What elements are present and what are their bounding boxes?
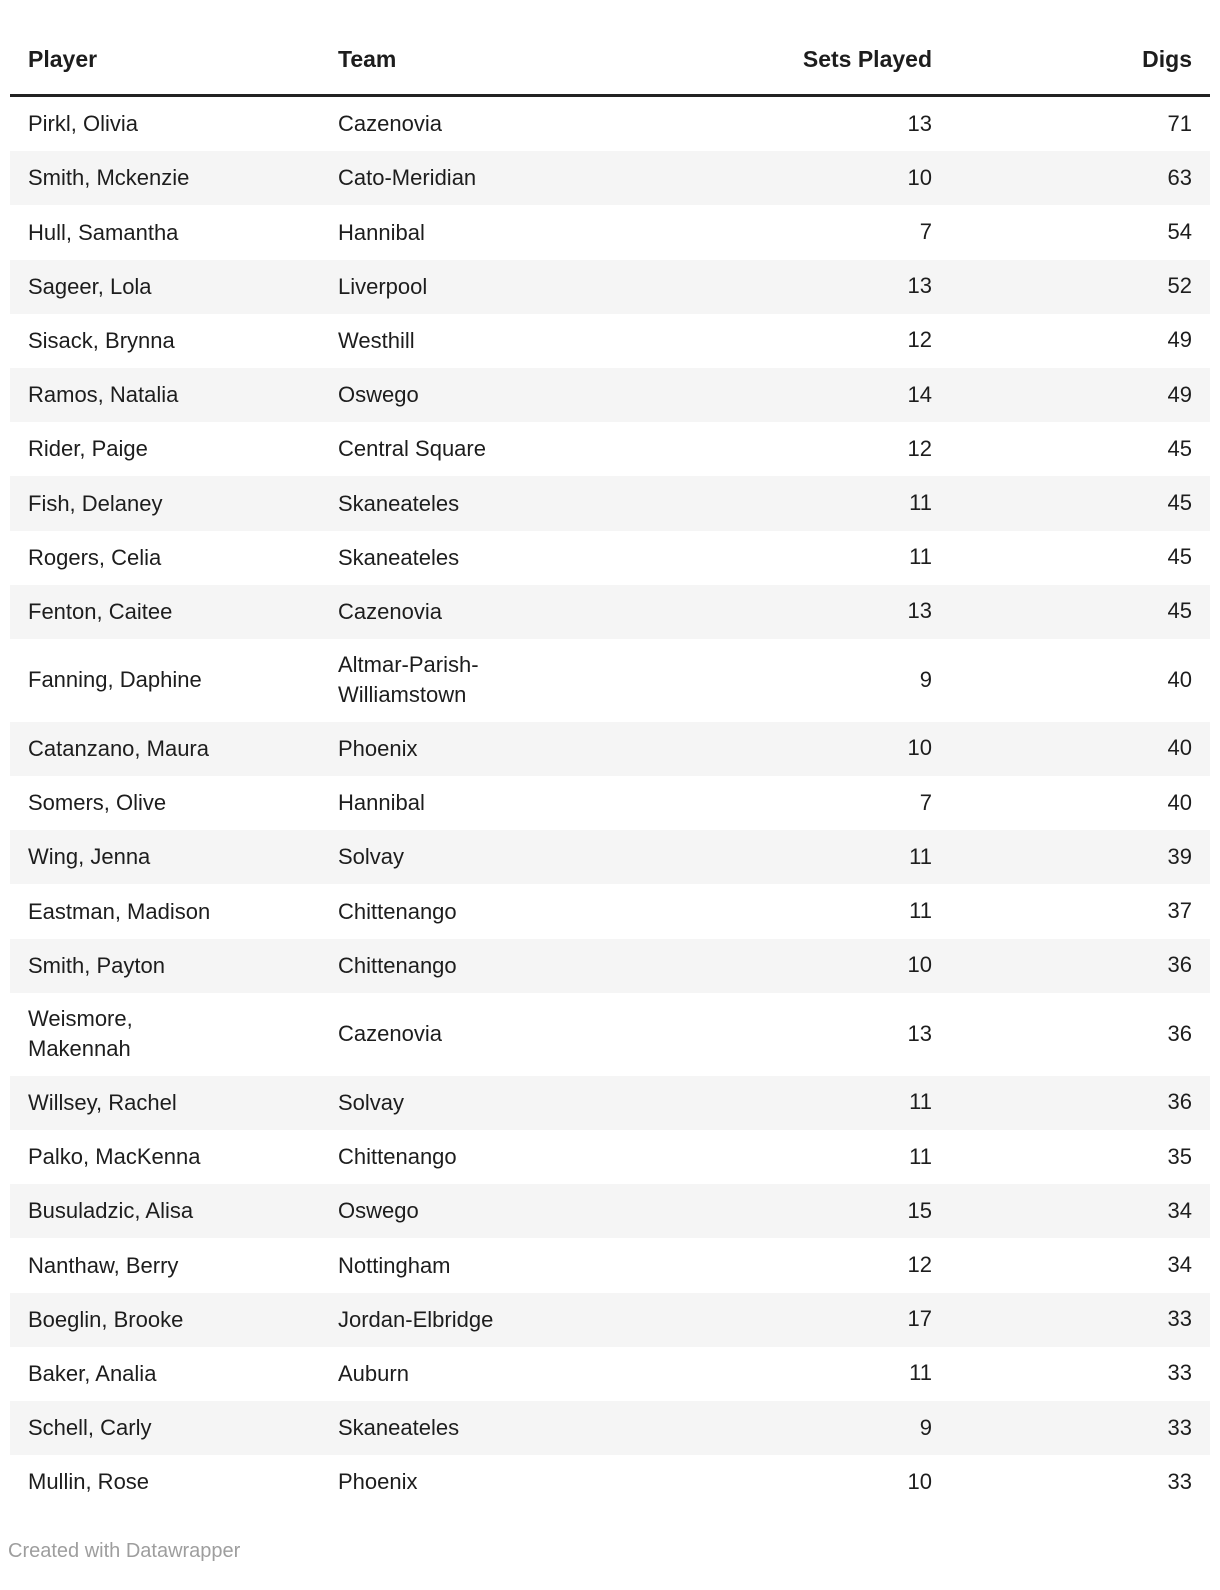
digs-cell: 54 — [1167, 218, 1192, 244]
team-cell-text: Jordan-Elbridge — [338, 1306, 494, 1332]
player-cell — [10, 722, 320, 776]
sets-played-cell: 17 — [907, 1306, 932, 1332]
team-cell — [320, 1238, 650, 1292]
team-cell-text: Oswego — [338, 1198, 419, 1224]
sets-played-cell: 12 — [907, 327, 932, 353]
player-cell-text: Fanning, Daphine — [28, 667, 202, 693]
sets-played-cell: 10 — [907, 164, 932, 190]
table-row — [10, 368, 1210, 422]
team-cell — [320, 368, 650, 422]
player-cell-text: Rider, Paige — [28, 436, 148, 462]
team-cell — [320, 639, 650, 722]
sets-played-cell: 9 — [919, 666, 932, 692]
team-cell — [320, 993, 650, 1076]
team-cell — [320, 830, 650, 884]
player-cell — [10, 776, 320, 830]
team-cell-text: Phoenix — [338, 736, 418, 762]
team-cell — [320, 1455, 650, 1509]
player-cell-text: Baker, Analia — [28, 1360, 157, 1386]
team-cell-text: Nottingham — [338, 1252, 451, 1278]
player-cell — [10, 1238, 320, 1292]
player-cell-text: Fenton, Caitee — [28, 598, 173, 624]
column-header-digs: Digs — [950, 30, 1210, 96]
digs-cell: 36 — [1167, 952, 1192, 978]
player-cell — [10, 830, 320, 884]
digs-cell: 49 — [1167, 327, 1192, 353]
team-cell-text: Auburn — [338, 1360, 409, 1386]
team-cell-text: Cazenovia — [338, 1021, 442, 1047]
player-cell — [10, 1076, 320, 1130]
digs-cell: 36 — [1167, 1089, 1192, 1115]
team-cell — [320, 151, 650, 205]
sets-played-cell: 11 — [909, 1089, 932, 1115]
player-cell-text: Willsey, Rachel — [28, 1090, 177, 1115]
team-cell-text: Skaneateles — [338, 490, 460, 516]
digs-cell: 49 — [1167, 381, 1192, 407]
team-cell-text: Solvay — [338, 1090, 405, 1115]
team-cell-text: Skaneateles — [338, 544, 460, 570]
sets-played-cell: 11 — [909, 1143, 932, 1169]
team-cell-text: Chittenango — [338, 1144, 457, 1170]
sets-played-cell: 13 — [907, 273, 932, 299]
player-cell-text: Sisack, Brynna — [28, 327, 175, 353]
player-cell-text: Rogers, Celia — [28, 544, 162, 570]
digs-cell: 40 — [1167, 789, 1192, 815]
sets-played-cell: 13 — [907, 110, 932, 136]
table-row — [10, 884, 1210, 938]
team-cell-text: Westhill — [338, 327, 415, 353]
player-cell — [10, 1347, 320, 1401]
table-row — [10, 422, 1210, 476]
column-header-sets-played: Sets Played — [650, 30, 950, 96]
header-row — [10, 30, 1210, 96]
player-cell-text: Sageer, Lola — [28, 273, 152, 299]
digs-cell: 45 — [1167, 598, 1192, 624]
player-cell — [10, 639, 320, 722]
team-cell — [320, 585, 650, 639]
team-cell-text: Central Square — [338, 436, 486, 462]
digs-cell: 71 — [1167, 110, 1192, 136]
digs-cell: 33 — [1167, 1414, 1192, 1440]
sets-played-cell: 7 — [919, 789, 932, 815]
digs-cell: 39 — [1167, 843, 1192, 869]
sets-played-cell: 15 — [907, 1197, 932, 1223]
sets-played-cell: 10 — [907, 1468, 932, 1494]
player-cell — [10, 368, 320, 422]
team-cell-text: Skaneateles — [338, 1415, 460, 1441]
datawrapper-credit-link[interactable]: Created with Datawrapper — [8, 1540, 241, 1562]
digs-cell: 63 — [1167, 164, 1192, 190]
table-row — [10, 722, 1210, 776]
digs-cell: 40 — [1167, 735, 1192, 761]
sets-played-cell: 13 — [907, 1020, 932, 1046]
team-cell-text: Chittenango — [338, 898, 457, 924]
sets-played-cell: 9 — [919, 1414, 932, 1440]
team-cell-text: Oswego — [338, 382, 419, 408]
team-cell — [320, 1401, 650, 1455]
team-cell-text: Cato-Meridian — [338, 165, 477, 191]
player-cell-text: Busuladzic, Alisa — [28, 1198, 194, 1224]
team-cell — [320, 531, 650, 585]
team-cell-text: Cazenovia — [338, 598, 442, 624]
table-row — [10, 531, 1210, 585]
table-row — [10, 151, 1210, 205]
digs-cell: 52 — [1167, 273, 1192, 299]
team-cell-text: Altmar-Parish-Williamstown — [338, 651, 479, 707]
player-cell-text: Ramos, Natalia — [28, 382, 179, 408]
team-cell-text: Liverpool — [338, 273, 428, 299]
column-header-player: Player — [10, 30, 320, 96]
player-cell-text: Schell, Carly — [28, 1415, 152, 1441]
player-cell — [10, 96, 320, 152]
table-row — [10, 205, 1210, 259]
player-cell — [10, 1184, 320, 1238]
player-cell-text: Mullin, Rose — [28, 1469, 150, 1495]
sets-played-cell: 11 — [909, 1360, 932, 1386]
table-row — [10, 96, 1210, 152]
team-cell — [320, 1293, 650, 1347]
player-cell-text: Pirkl, Olivia — [28, 111, 139, 137]
table-row — [10, 1293, 1210, 1347]
player-cell-text: Nanthaw, Berry — [28, 1252, 179, 1278]
table-row — [10, 776, 1210, 830]
sets-played-cell: 10 — [907, 952, 932, 978]
team-cell — [320, 884, 650, 938]
team-cell-text: Phoenix — [338, 1469, 418, 1495]
table-row — [10, 476, 1210, 530]
team-cell-text: Cazenovia — [338, 111, 442, 137]
player-cell-text: Catanzano, Maura — [28, 736, 209, 762]
table-header — [10, 30, 1210, 96]
table-row — [10, 314, 1210, 368]
player-cell — [10, 1293, 320, 1347]
team-cell — [320, 205, 650, 259]
column-header-team: Team — [320, 30, 650, 96]
attribution — [8, 1538, 240, 1564]
player-cell-text: Hull, Samantha — [28, 219, 179, 245]
digs-cell: 33 — [1167, 1306, 1192, 1332]
sets-played-cell: 10 — [907, 735, 932, 761]
team-cell-text: Chittenango — [338, 952, 457, 978]
player-cell — [10, 205, 320, 259]
digs-cell: 45 — [1167, 489, 1192, 515]
player-cell — [10, 151, 320, 205]
digs-cell: 40 — [1167, 666, 1192, 692]
player-cell — [10, 939, 320, 993]
sets-played-cell: 13 — [907, 598, 932, 624]
digs-cell: 34 — [1167, 1251, 1192, 1277]
digs-cell: 37 — [1167, 898, 1192, 924]
team-cell-text: Hannibal — [338, 790, 425, 816]
player-cell-text: Wing, Jenna — [28, 844, 151, 870]
player-cell-text: Somers, Olive — [28, 790, 167, 816]
player-cell-text: Smith, Payton — [28, 952, 165, 978]
player-cell — [10, 1455, 320, 1509]
table-row — [10, 639, 1210, 722]
player-cell — [10, 1401, 320, 1455]
player-cell — [10, 476, 320, 530]
team-cell-text: Hannibal — [338, 219, 425, 245]
sets-played-cell: 11 — [909, 544, 932, 570]
team-cell — [320, 1347, 650, 1401]
team-cell — [320, 1184, 650, 1238]
team-cell — [320, 422, 650, 476]
sets-played-cell: 11 — [909, 898, 932, 924]
table-row — [10, 993, 1210, 1076]
sets-played-cell: 7 — [919, 218, 932, 244]
sets-played-cell: 11 — [909, 843, 932, 869]
player-cell — [10, 993, 320, 1076]
digs-cell: 34 — [1167, 1197, 1192, 1223]
player-cell — [10, 585, 320, 639]
player-cell — [10, 260, 320, 314]
player-cell-text: Palko, MacKenna — [28, 1144, 201, 1170]
player-cell — [10, 422, 320, 476]
team-cell — [320, 1076, 650, 1130]
table-row — [10, 1455, 1210, 1509]
player-cell — [10, 531, 320, 585]
digs-stats-table — [10, 30, 1210, 1509]
digs-cell: 33 — [1167, 1468, 1192, 1494]
digs-cell: 45 — [1167, 544, 1192, 570]
player-cell-text: Boeglin, Brooke — [28, 1306, 184, 1332]
table-row — [10, 1076, 1210, 1130]
digs-cell: 36 — [1167, 1020, 1192, 1046]
team-cell — [320, 260, 650, 314]
table-body — [10, 96, 1210, 1510]
player-cell — [10, 884, 320, 938]
table-row — [10, 939, 1210, 993]
sets-played-cell: 12 — [907, 1251, 932, 1277]
team-cell — [320, 96, 650, 152]
team-cell — [320, 314, 650, 368]
team-cell — [320, 1130, 650, 1184]
digs-cell: 35 — [1167, 1143, 1192, 1169]
sets-played-cell: 14 — [907, 381, 932, 407]
player-cell-text: Weismore, Makennah — [28, 1005, 133, 1061]
sets-played-cell: 11 — [909, 489, 932, 515]
team-cell — [320, 776, 650, 830]
table-row — [10, 1238, 1210, 1292]
player-cell — [10, 314, 320, 368]
table-row — [10, 1401, 1210, 1455]
player-cell — [10, 1130, 320, 1184]
sets-played-cell: 12 — [907, 435, 932, 461]
team-cell — [320, 476, 650, 530]
player-cell-text: Eastman, Madison — [28, 898, 211, 924]
table-row — [10, 1347, 1210, 1401]
team-cell-text: Solvay — [338, 844, 405, 870]
player-cell-text: Fish, Delaney — [28, 490, 163, 516]
digs-cell: 33 — [1167, 1360, 1192, 1386]
table-row — [10, 1130, 1210, 1184]
team-cell — [320, 722, 650, 776]
table-row — [10, 585, 1210, 639]
player-cell-text: Smith, Mckenzie — [28, 165, 190, 191]
table-row — [10, 260, 1210, 314]
team-cell — [320, 939, 650, 993]
digs-cell: 45 — [1167, 435, 1192, 461]
table-row — [10, 830, 1210, 884]
table-row — [10, 1184, 1210, 1238]
